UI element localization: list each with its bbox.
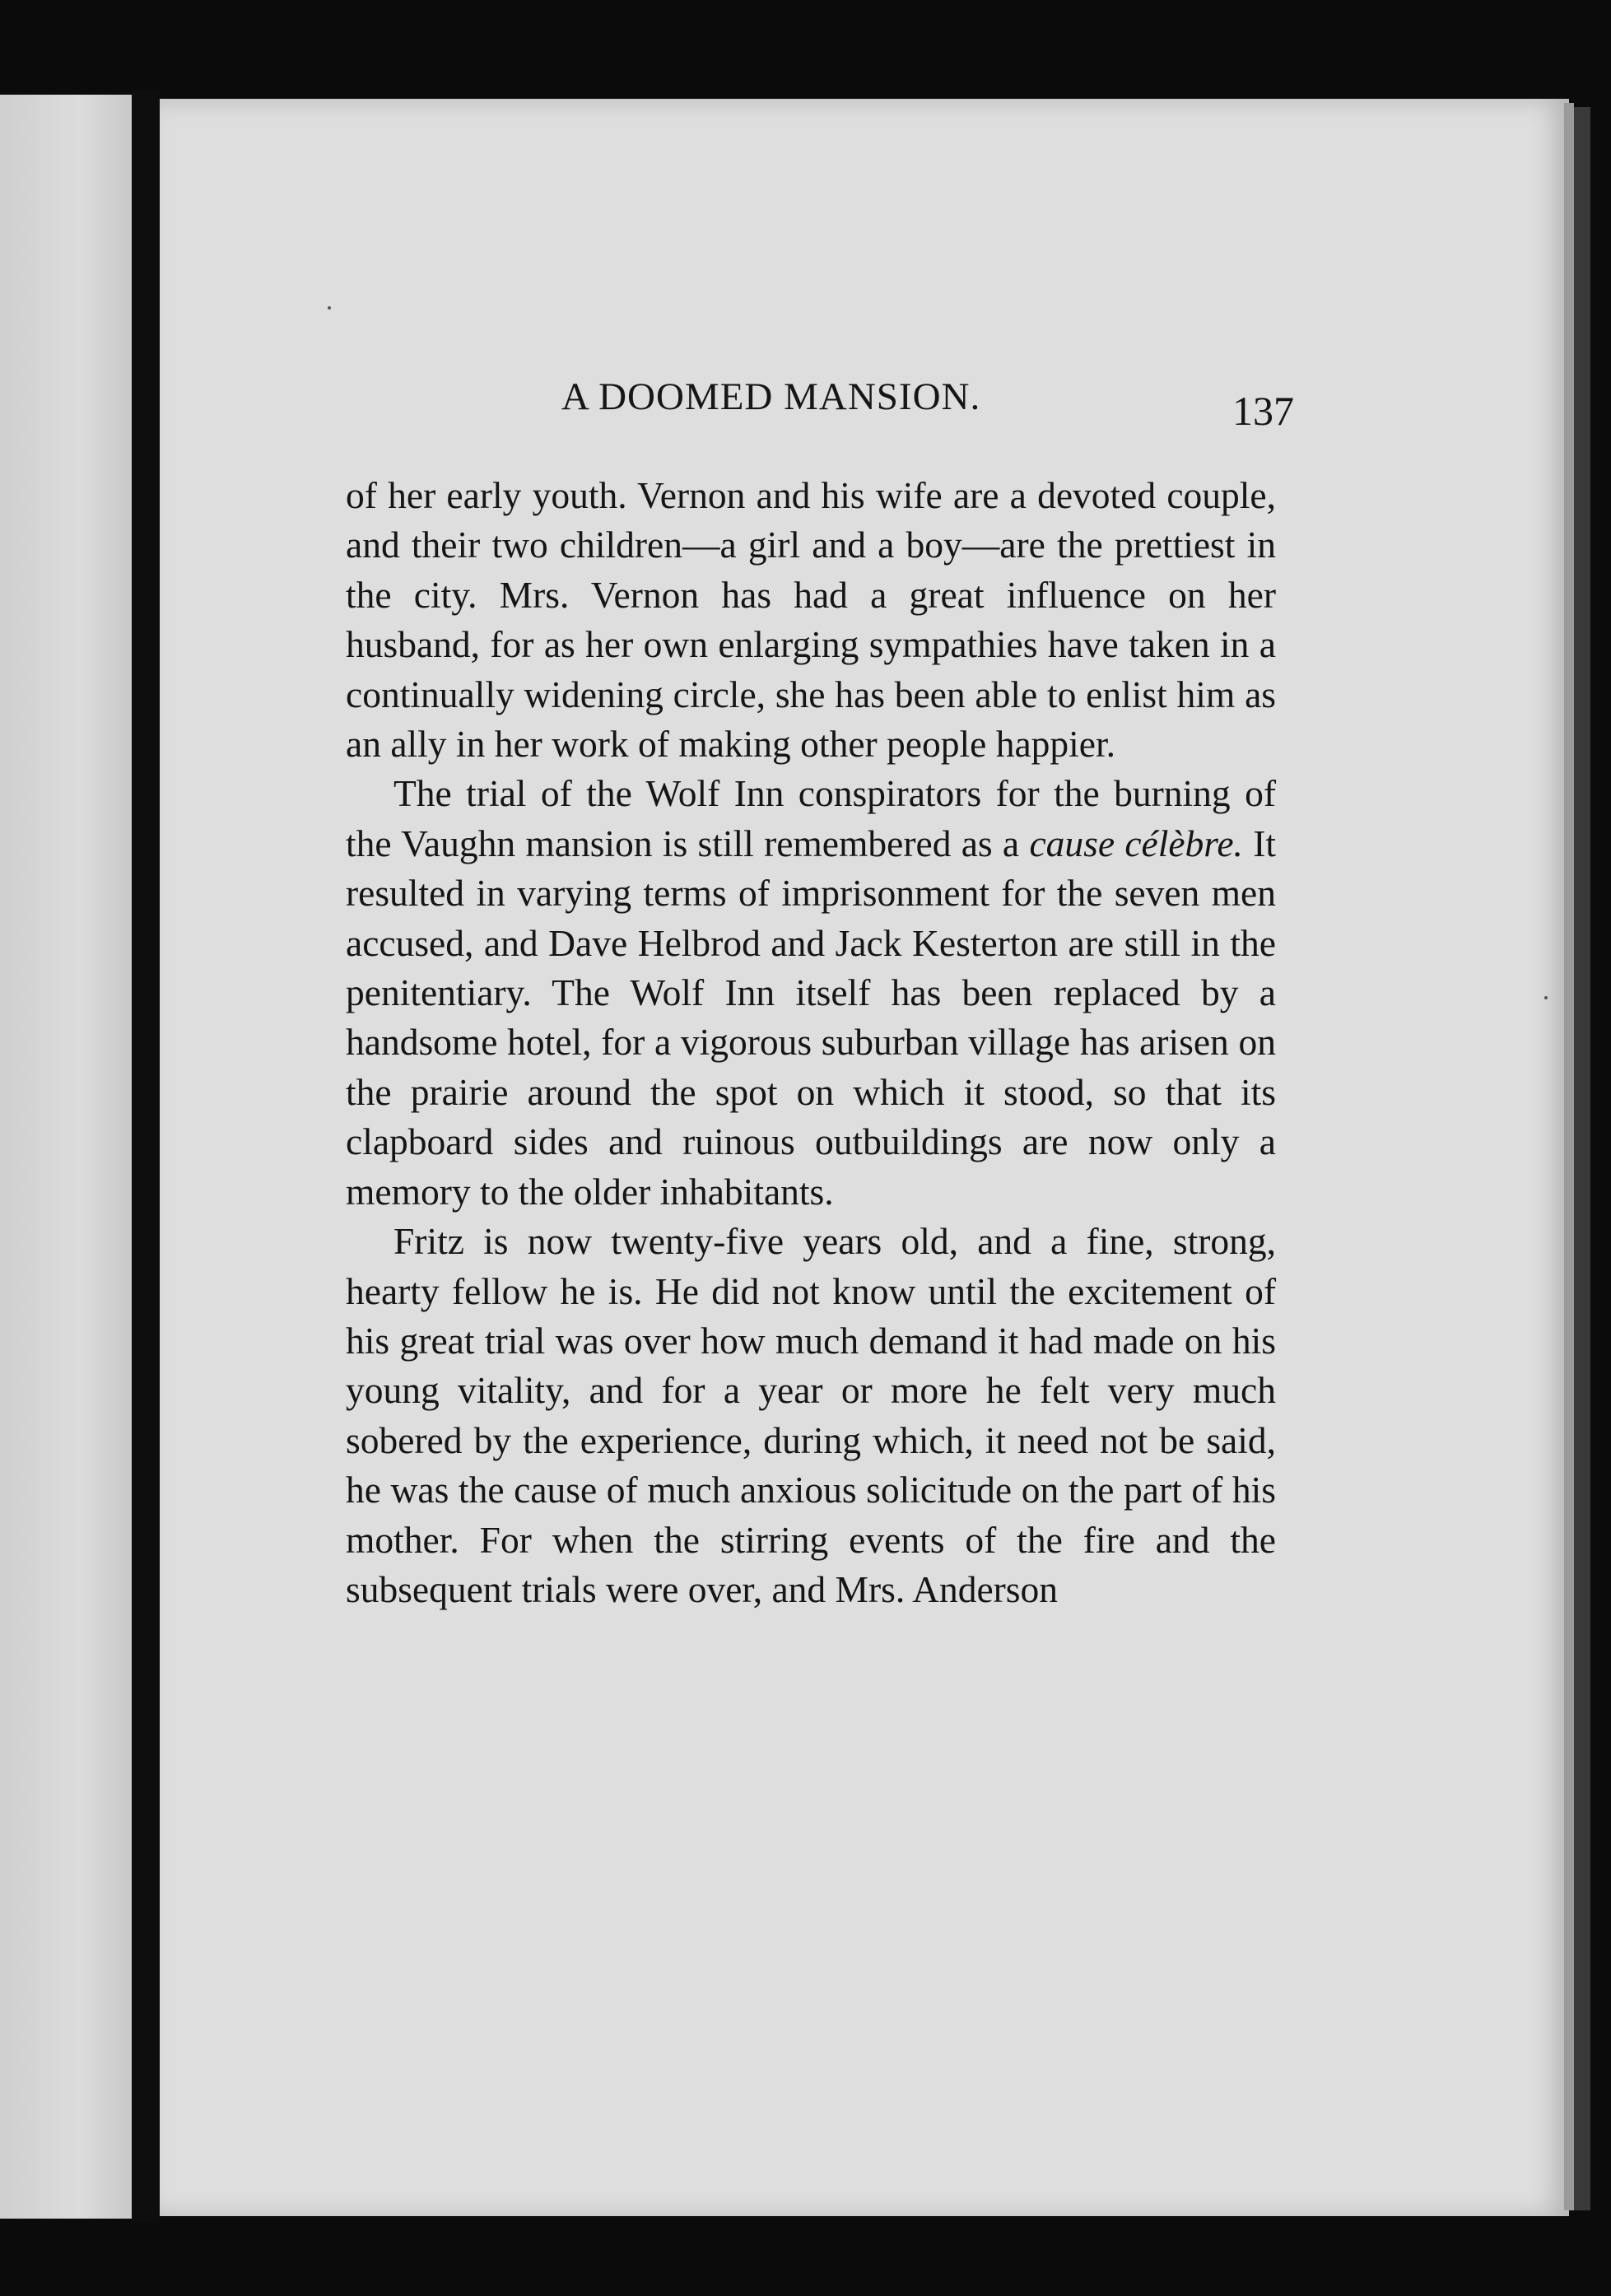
scan-speck <box>1544 996 1548 999</box>
paragraph-2 <box>346 769 1276 1217</box>
paragraph-1: of her early youth. Vernon and his wife are a devoted couple, and their two children—a girl and a boy—are the prettiest in the city. Mrs. Vernon has had a great influence on her husband, for as her own enlarging sympathies have taken in a continually widening circle, she has been able to enlist him as an ally in her work of making other people happier. <box>346 474 1276 766</box>
page-right-edge <box>1564 103 1574 2210</box>
running-head: A DOOMED MANSION. <box>561 375 981 418</box>
scan-speck <box>328 306 331 310</box>
left-page-edge <box>0 95 132 2219</box>
body-text <box>346 471 1276 1614</box>
page-edge-shadow <box>1574 107 1590 2210</box>
paragraph-2-text-end: It resulted in varying terms of imprisonment for the seven men accused, and Dave Helbrod and Jack Kesterton are still in the penitentiary. The Wolf Inn itself has been replaced by a handsome hotel, for a vigorous suburban village has arisen on the prairie around the spot on which it stood, so that its clapboard sides and ruinous outbuildings are now only a memory to the older inhabitants. <box>346 822 1276 1213</box>
paragraph-3: Fritz is now twenty-five years old, and a fine, strong, hearty fellow he is. He did not know until the excitement of his great trial was over how much demand it had made on his young vitality, and for a year or more he felt very much sobered by the experience, during which, it need not be said, he was the cause of much anxious solicitude on the part of his mother. For when the stirring events of the fire and the subsequent trials were over, and Mrs. Anderson <box>346 1220 1276 1610</box>
page-number: 137 <box>1232 388 1294 434</box>
italic-phrase: cause célèbre. <box>1029 822 1243 864</box>
paragraph-2-text-start: The trial of the Wolf Inn conspirators for the burning of the Vaughn mansion is still remembered as a <box>346 772 1276 864</box>
book-gutter <box>132 91 160 2223</box>
